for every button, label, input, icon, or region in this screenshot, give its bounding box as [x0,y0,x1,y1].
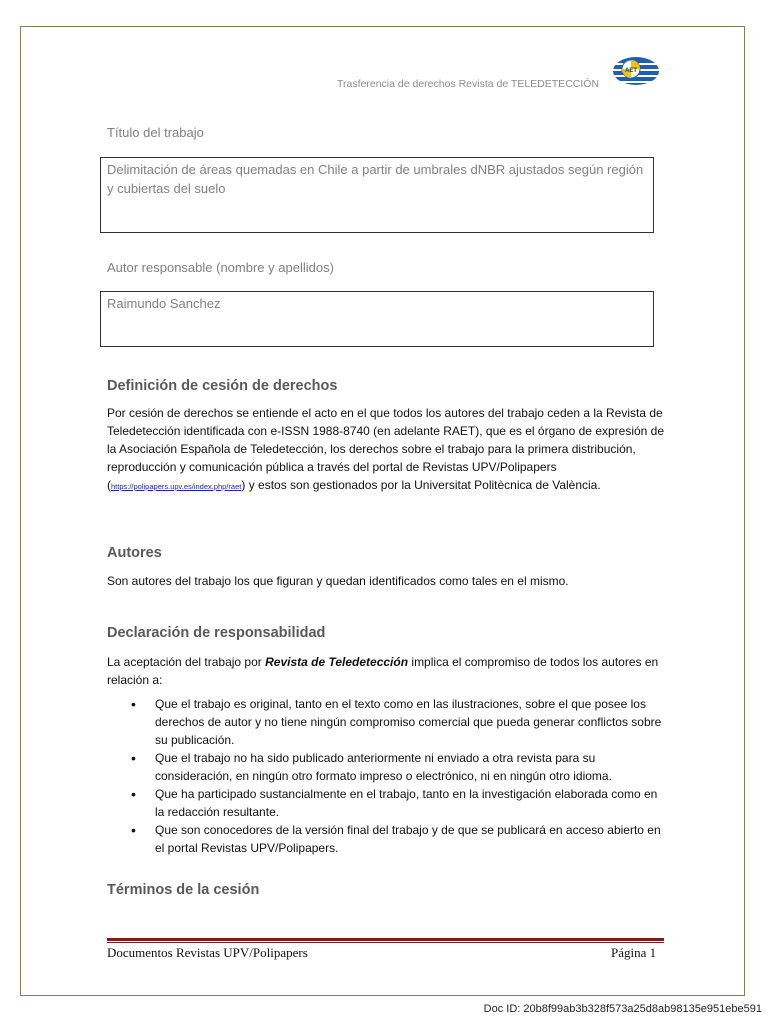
list-item: • Que ha participado sustancialmente en el trabajo, tanto en la investigación elaborada como en la redacción resultante. [107,785,667,821]
section-heading-definicion: Definición de cesión de derechos [107,378,338,394]
list-item: • Que son conocedores de la versión final del trabajo y de que se publicará en acceso abierto en el portal Revistas UPV/Polipapers. [107,821,667,857]
definicion-text-before: Por cesión de derechos se entiende el acto en el que todos los autores del trabajo ceden a la Revista de Teledetección identificada con e-ISSN 1988-8740 (en adelante RAET), que es el órgano de expresión de la Asociación Española de Teledetección, los derechos sobre el trabajo para la primera distribución, reproducción y comunicación pública a través del portal de Revistas UPV/Polipapers ( [107,406,665,492]
author-field[interactable]: Raimundo Sanchez [100,291,654,347]
footer-rule-thick [107,938,664,941]
title-field[interactable]: Delimitación de áreas quemadas en Chile a partir de umbrales dNBR ajustados según región y cubiertas del suelo [100,157,654,233]
autores-paragraph: Son autores del trabajo los que figuran y quedan identificados como tales en el mismo. [107,574,569,588]
declaracion-list-wrap [107,695,667,857]
journal-name-emphasis: Revista de Teledetección [265,655,409,669]
footer-rule-thin [107,942,664,943]
declaracion-intro-after: implica el compromiso de todos los autores en relación a: [107,655,659,687]
polipapers-link[interactable]: https://polipapers.upv.es/index.php/raet [111,482,242,491]
section-heading-terminos: Términos de la cesión [107,882,260,898]
definicion-text-after: ) y estos son gestionados por la Universitat Politècnica de València. [241,478,601,492]
list-item: • Que el trabajo no ha sido publicado anteriormente ni enviado a otra revista para su consideración, en ningún otro formato impreso o electrónico, ni en ningún otro idioma. [107,749,667,785]
footer-left: Documentos Revistas UPV/Polipapers [107,945,308,960]
document-page [20,26,745,996]
header-title: Trasferencia de derechos Revista de TELEDETECCIÓN [337,78,600,90]
doc-id: Doc ID: 20b8f99ab3b328f573a25d8ab98135e951ebe591 [483,1003,762,1015]
section-heading-declaracion: Declaración de responsabilidad [107,625,326,641]
declaracion-list [107,695,667,857]
section-heading-autores: Autores [107,545,162,561]
title-field-label: Título del trabajo [107,125,204,140]
aet-logo [611,51,661,91]
author-field-label: Autor responsable (nombre y apellidos) [107,260,334,275]
footer-page-number: Página 1 [611,945,657,960]
declaracion-intro-before: La aceptación del trabajo por [107,655,266,669]
declaracion-intro [107,653,667,689]
logo-text: AET [625,68,637,74]
definicion-paragraph [107,404,667,496]
list-item: • Que el trabajo es original, tanto en el texto como en las ilustraciones, sobre el que posee los derechos de autor y no tiene ningún compromiso comercial que pueda generar conflictos sobre su publicación. [107,695,667,749]
